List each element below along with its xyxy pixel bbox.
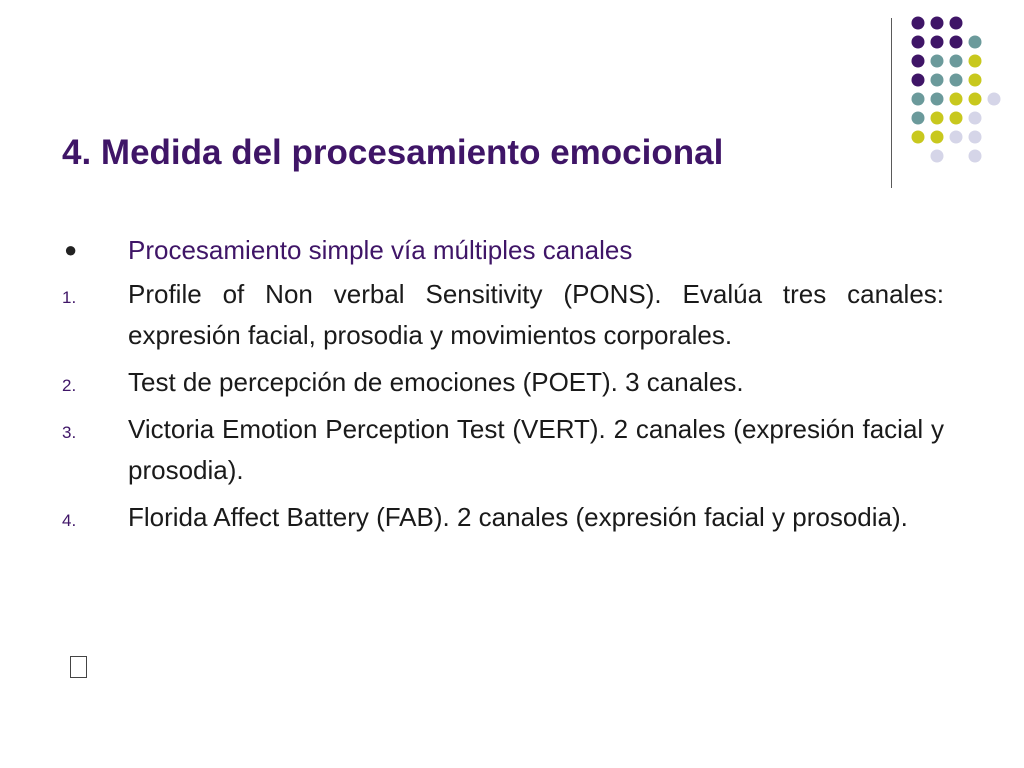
subheading xyxy=(62,232,944,268)
list-item xyxy=(62,362,944,403)
list-item-number: 1. xyxy=(62,288,77,307)
decorative-dot xyxy=(912,17,925,30)
decorative-dot xyxy=(950,55,963,68)
decorative-dot xyxy=(969,150,982,163)
slide-title: 4. Medida del procesamiento emocional xyxy=(62,133,724,172)
decorative-dot xyxy=(912,93,925,106)
decorative-dot xyxy=(969,93,982,106)
list-item-text: Profile of Non verbal Sensitivity (PONS). Evalúa tres canales: expresión facial, prosodia y movimientos corporales. xyxy=(128,279,944,350)
vertical-divider xyxy=(891,18,892,188)
decorative-dot xyxy=(969,36,982,49)
decorative-dot xyxy=(950,131,963,144)
decorative-dot xyxy=(931,93,944,106)
decorative-dot xyxy=(931,17,944,30)
decorative-dot xyxy=(969,131,982,144)
decorative-dot xyxy=(912,55,925,68)
decorative-dot xyxy=(931,74,944,87)
decorative-dot xyxy=(969,74,982,87)
decorative-dot xyxy=(988,93,1001,106)
decorative-dot xyxy=(950,36,963,49)
decorative-dot xyxy=(969,55,982,68)
decorative-dot xyxy=(950,17,963,30)
decorative-dot xyxy=(931,112,944,125)
list-item-number: 3. xyxy=(62,423,77,442)
decorative-dot xyxy=(912,74,925,87)
list-item-number: 2. xyxy=(62,376,77,395)
decorative-dot xyxy=(912,131,925,144)
list-item-text: Florida Affect Battery (FAB). 2 canales (expresión facial y prosodia). xyxy=(128,502,908,532)
bullet-icon: ● xyxy=(64,237,78,262)
decorative-dot xyxy=(931,150,944,163)
decorative-dot xyxy=(950,112,963,125)
slide-body xyxy=(62,232,944,538)
list-item-number: 4. xyxy=(62,511,77,530)
decorative-dot xyxy=(931,131,944,144)
decorative-dot xyxy=(969,112,982,125)
list-item xyxy=(62,274,944,356)
decorative-dot xyxy=(912,112,925,125)
empty-placeholder-box xyxy=(70,656,87,678)
subheading-text: Procesamiento simple vía múltiples canales xyxy=(128,235,633,265)
list-item-text: Test de percepción de emociones (POET). 3 canales. xyxy=(128,367,744,397)
decorative-dot xyxy=(931,55,944,68)
decorative-dot xyxy=(912,36,925,49)
list-item xyxy=(62,409,944,491)
list-item xyxy=(62,497,944,538)
list-item-text: Victoria Emotion Perception Test (VERT). 2 canales (expresión facial y prosodia). xyxy=(128,414,944,485)
decorative-dot xyxy=(931,36,944,49)
decorative-dot xyxy=(950,93,963,106)
decorative-dot xyxy=(950,74,963,87)
